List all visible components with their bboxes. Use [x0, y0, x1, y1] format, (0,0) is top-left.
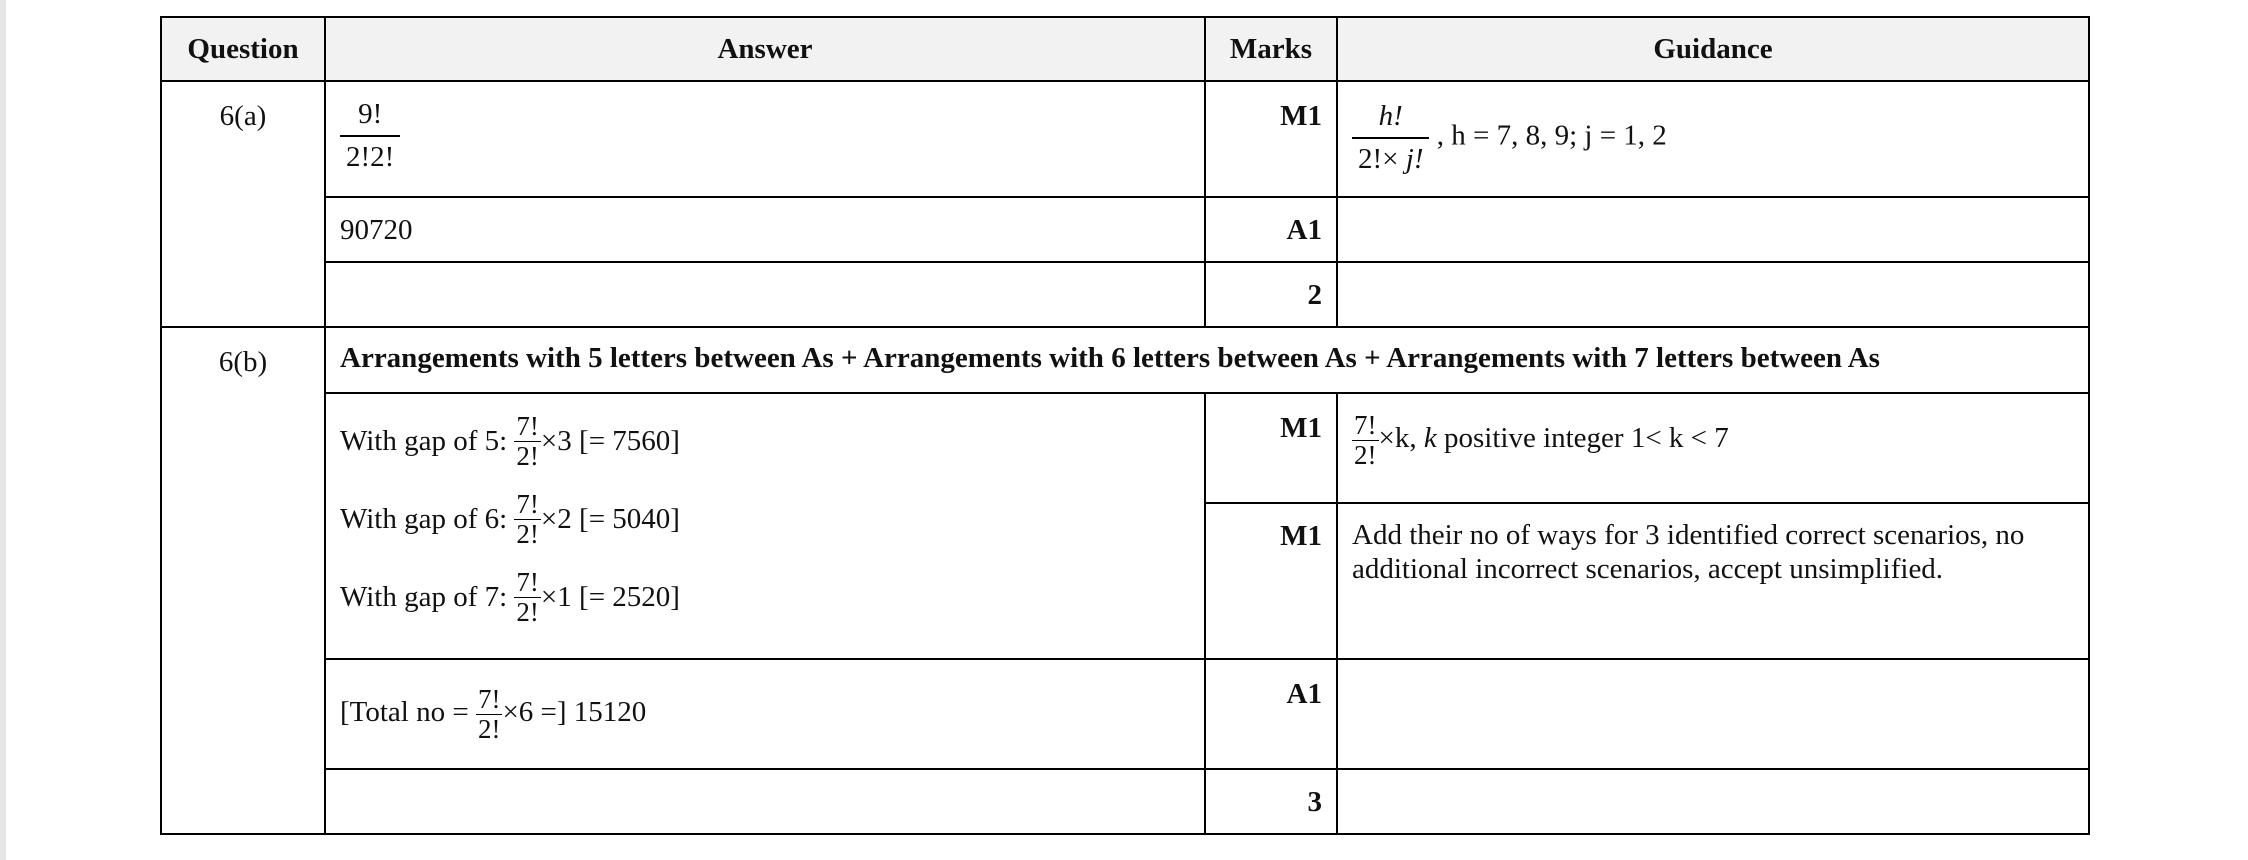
- total-mark: 2: [1205, 262, 1337, 327]
- header-answer: Answer: [325, 17, 1205, 81]
- gap-fraction: $\frac{7!}{2!}$: [516, 566, 539, 627]
- mark-scheme-table: [160, 16, 2090, 835]
- guidance-empty: [1337, 262, 2089, 327]
- answer-value: 90720: [325, 197, 1205, 262]
- gap-line: With gap of 6: $\frac{7!}{2!}$ ×2 [= 5040]: [340, 488, 680, 549]
- header-question: Question: [161, 17, 325, 81]
- mark-cell: M1: [1205, 503, 1337, 659]
- question-6a: 6(a): [161, 81, 325, 327]
- mark-cell: M1: [1205, 393, 1337, 503]
- left-scrollbar-edge: [0, 0, 6, 860]
- table-row: [161, 327, 2089, 393]
- mark-cell: A1: [1205, 197, 1337, 262]
- gaps-cell: [325, 393, 1205, 659]
- question-6b: 6(b): [161, 327, 325, 834]
- guidance-cell: $\frac{7!}{2!}$ ×k, k positive integer 1< k < 7: [1337, 393, 2089, 503]
- guidance-text: , h = 7, 8, 9; j = 1, 2: [1436, 119, 1667, 152]
- mark-cell: M1: [1205, 81, 1337, 197]
- gap-fraction: $\frac{7!}{2!}$: [516, 410, 539, 471]
- guidance-cell: [1337, 81, 2089, 197]
- guidance-empty: [1337, 659, 2089, 769]
- table-row: [161, 81, 2089, 197]
- answer-cell: [325, 81, 1205, 197]
- answer-empty: [325, 262, 1205, 327]
- guidance-text: Add their no of ways for 3 identified correct scenarios, no additional incorrect scenarios, accept unsimplified.: [1337, 503, 2089, 659]
- guidance-fraction: $\frac{7!}{2!}$: [1354, 410, 1377, 470]
- table-row: [161, 262, 2089, 327]
- gap-line: With gap of 7: $\frac{7!}{2!}$ ×1 [= 2520]: [340, 566, 680, 627]
- mark-cell: A1: [1205, 659, 1337, 769]
- table-row: [161, 197, 2089, 262]
- table-row: [161, 659, 2089, 769]
- total-fraction: $\frac{7!}{2!}$: [477, 683, 501, 744]
- guidance-empty: [1337, 769, 2089, 834]
- answer-empty: [325, 769, 1205, 834]
- guidance-empty: [1337, 197, 2089, 262]
- part-b-heading: Arrangements with 5 letters between As + Arrangements with 6 letters between As + Arrangements with 7 letters between As: [325, 327, 2089, 393]
- gap-fraction: $\frac{7!}{2!}$: [516, 488, 539, 549]
- total-mark: 3: [1205, 769, 1337, 834]
- answer-fraction: $\frac{9!}{2!2!}$: [340, 100, 400, 172]
- total-answer: [Total no = $\frac{7!}{2!}$ ×6 =] 15120: [325, 659, 1205, 769]
- gap-line: With gap of 5: $\frac{7!}{2!}$ ×3 [= 7560]: [340, 410, 680, 471]
- table-row: [161, 769, 2089, 834]
- guidance-fraction: $\frac{h!}{2!\times j!}$: [1352, 102, 1429, 174]
- header-guidance: Guidance: [1337, 17, 2089, 81]
- header-row: [161, 17, 2089, 81]
- table-row: [161, 393, 2089, 503]
- header-marks: Marks: [1205, 17, 1337, 81]
